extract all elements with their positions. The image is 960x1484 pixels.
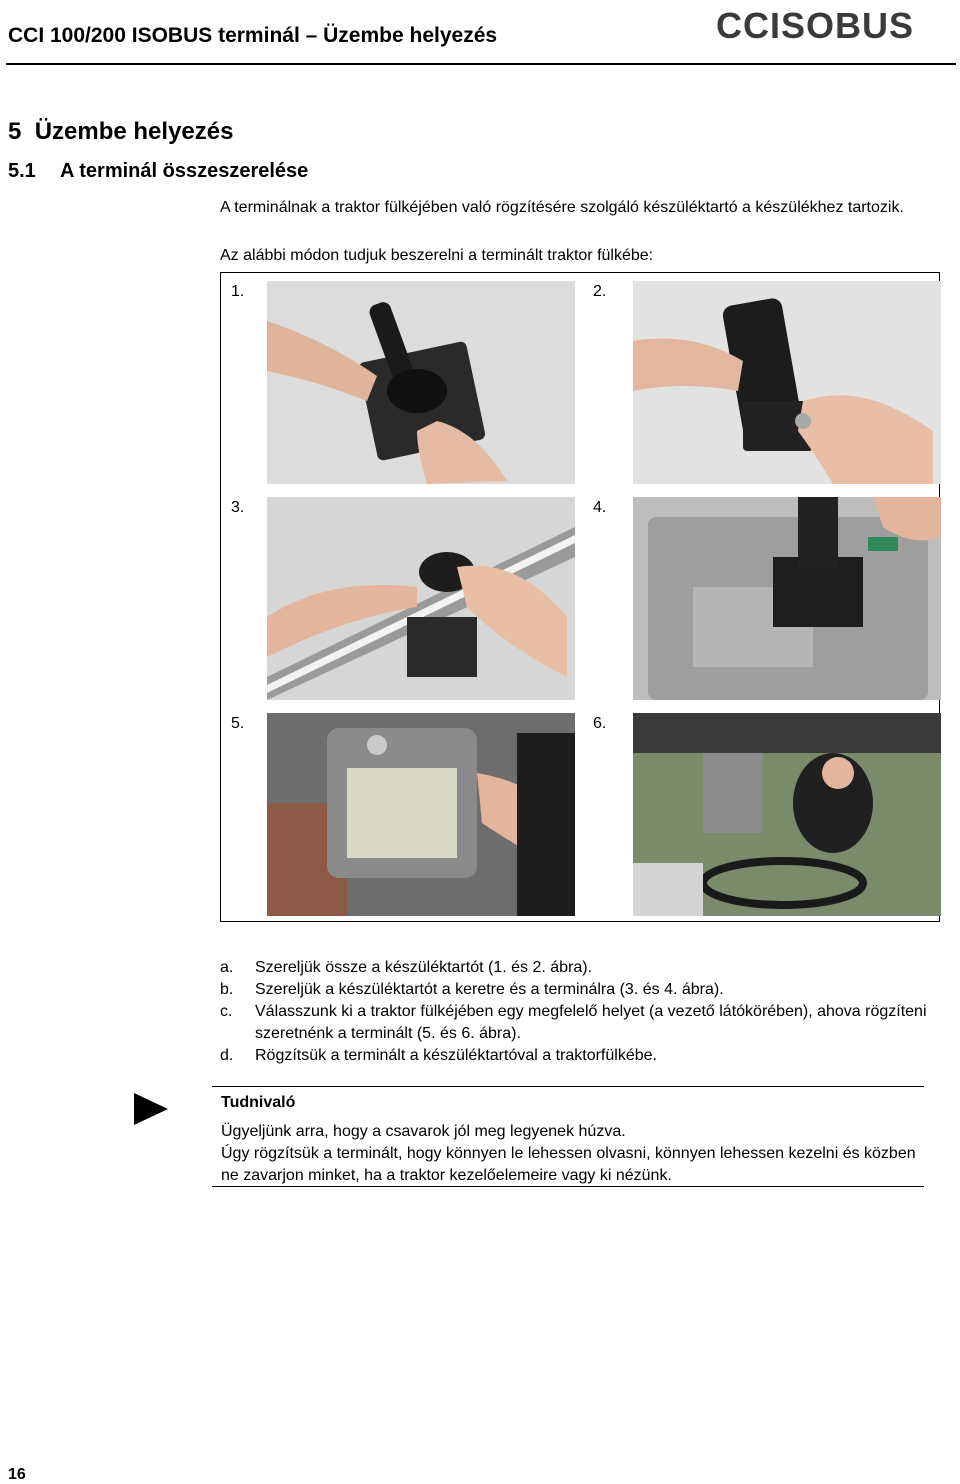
step-item: c. Válasszunk ki a traktor fülkéjében egy megfelelő helyet (a vezető látókörében), ahova rögzíteni szeretnénk a terminált (5. és 6. ábra). (220, 1003, 927, 1042)
photo-3-bracket-on-tube (267, 497, 575, 700)
step-item: b. Szereljük a készüléktartót a keretre és a terminálra (3. és 4. ábra). (220, 981, 724, 998)
figure-label-6: 6. (593, 715, 607, 732)
photo-5-terminal-in-cabin (267, 713, 575, 916)
step-item: d. Rögzítsük a terminált a készüléktartóval a traktorfülkébe. (220, 1047, 657, 1064)
section-heading: 5 Üzembe helyezés (8, 118, 234, 145)
svg-text:CCISOBUS: CCISOBUS (716, 5, 915, 46)
assembly-steps (220, 957, 940, 1067)
figure-label-2: 2. (593, 283, 607, 300)
figure-label-3: 3. (231, 499, 245, 516)
note-title: Tudnivaló (221, 1094, 296, 1111)
figure-label-5: 5. (231, 715, 245, 732)
note-line-2: Úgy rögzítsük a terminált, hogy könnyen le lehessen olvasni, könnyen lehessen kezelni és közben ne zavarjon minket, ha a traktor kezelőelemeire vagy ki nézünk. (221, 1145, 916, 1184)
header-divider (6, 63, 956, 65)
note-divider-bottom (212, 1186, 924, 1187)
note-line-1: Ügyeljünk arra, hogy a csavarok jól meg legyenek húzva. (221, 1123, 626, 1140)
photo-2-bracket-joint (633, 281, 941, 484)
figure-grid (220, 272, 940, 922)
figure-label-4: 4. (593, 499, 607, 516)
note-body (221, 1121, 921, 1187)
intro-paragraph-2: Az alábbi módon tudjuk beszerelni a terminált traktor fülkébe: (220, 247, 654, 264)
page-number: 16 (8, 1466, 26, 1483)
figure-label-1: 1. (231, 283, 245, 300)
intro-paragraph-1: A terminálnak a traktor fülkéjében való rögzítésére szolgáló készüléktartó a készülékhez tartozik. (220, 199, 904, 216)
subsection-heading: 5.1 A terminál összeszerelése (8, 160, 309, 182)
photo-6-driver-with-terminal (633, 713, 941, 916)
step-item: a. Szereljük össze a készüléktartót (1. és 2. ábra). (220, 959, 593, 976)
ccisobus-logo (716, 4, 916, 48)
header-title: CCI 100/200 ISOBUS terminál – Üzembe helyezés (8, 24, 498, 47)
note-divider-top (212, 1086, 924, 1087)
photo-1-bracket-assembly (267, 281, 575, 484)
note-arrow-icon (134, 1093, 168, 1125)
photo-4-bracket-on-terminal (633, 497, 941, 700)
